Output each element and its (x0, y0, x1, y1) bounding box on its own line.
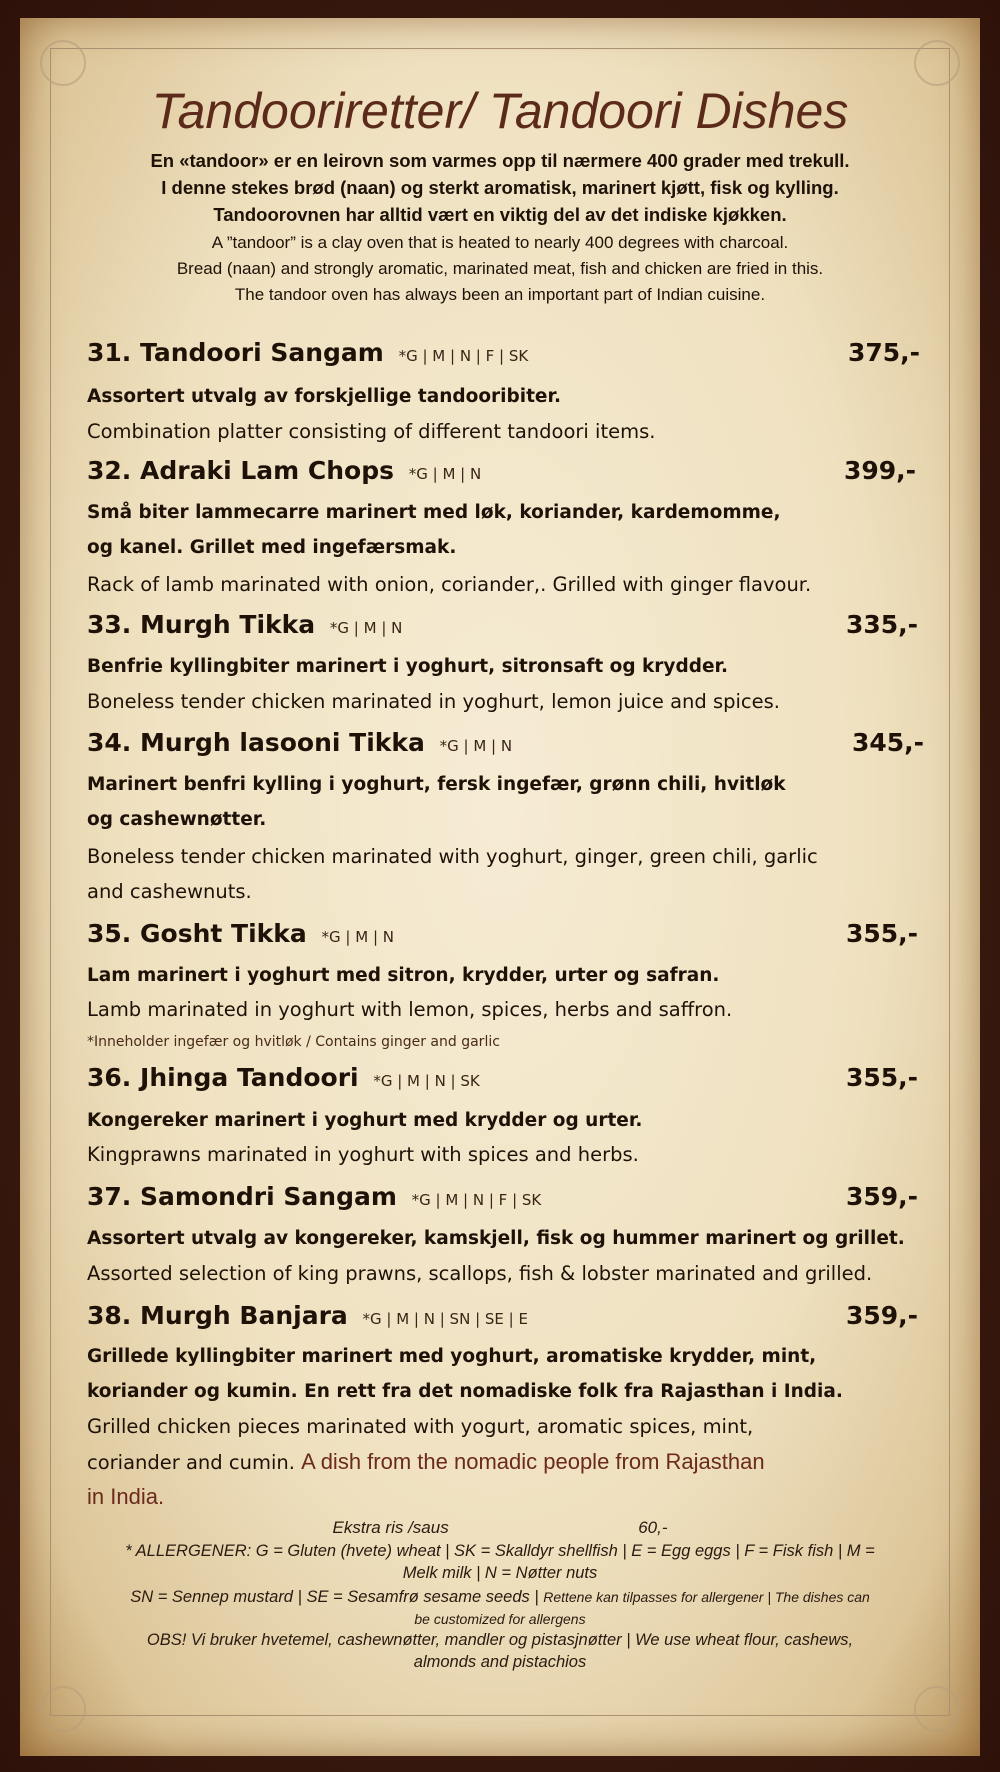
menu-item-heading (87, 1182, 541, 1211)
corner-ornament-icon (914, 40, 960, 86)
item-number: 35. (87, 919, 132, 948)
item-description-en: Grilled chicken pieces marinated with yogurt, aromatic spices, mint, (87, 1415, 754, 1438)
item-description-en: Boneless tender chicken marinated with yoghurt, ginger, green chili, garlic (87, 845, 818, 868)
item-price: 375,- (848, 338, 921, 367)
item-description-no: Lam marinert i yoghurt med sitron, krydder, urter og safran. (87, 965, 720, 986)
item-description-no: Assortert utvalg av forskjellige tandooribiter. (87, 386, 561, 407)
item-description-en: Kingprawns marinated in yoghurt with spices and herbs. (87, 1143, 639, 1166)
item-price: 345,- (852, 728, 925, 757)
item-allergens: *G | M | N (408, 465, 482, 483)
item-description-en: Rack of lamb marinated with onion, coriander,. Grilled with ginger flavour. (87, 573, 812, 596)
item-price: 359,- (846, 1182, 919, 1211)
page-title: Tandooriretter/ Tandoori Dishes (151, 83, 849, 139)
item-description-no: Marinert benfri kylling i yoghurt, fersk ingefær, grønn chili, hvitløk (87, 774, 786, 795)
item-name: Murgh lasooni Tikka (140, 728, 425, 757)
item-description-en: Assorted selection of king prawns, scallops, fish & lobster marinated and grilled. (87, 1262, 873, 1285)
item-description-no: Kongereker marinert i yoghurt med krydder og urter. (87, 1110, 643, 1131)
extra-row (70, 1517, 930, 1538)
item-description-no: og cashewnøtter. (87, 809, 267, 830)
item-description-en-extra: in India. (87, 1484, 165, 1509)
item-price: 355,- (846, 1063, 919, 1092)
item-description-en: Boneless tender chicken marinated in yoghurt, lemon juice and spices. (87, 690, 780, 713)
item-description-no: Benfrie kyllingbiter marinert i yoghurt, sitronsaft og krydder. (87, 656, 729, 677)
menu-item-heading (87, 1063, 480, 1092)
item-name: Jhinga Tandoori (140, 1063, 359, 1092)
item-allergens: *G | M | N (439, 737, 513, 755)
intro-no-line: Tandoorovnen har alltid vært en viktig del av det indiske kjøkken. (213, 204, 787, 225)
menu-item-heading (87, 456, 481, 485)
allergen-legend-line: * ALLERGENER: G = Gluten (hvete) wheat | SK = Skalldyr shellfish | E = Egg eggs | F = Fisk fish | M = (125, 1542, 875, 1560)
item-allergens: *G | M | N | F | SK (411, 1191, 542, 1209)
item-number: 37. (87, 1182, 132, 1211)
item-name: Tandoori Sangam (140, 338, 384, 367)
item-allergens: *G | M | N (329, 619, 403, 637)
customize-note: Rettene kan tilpasses for allergener | The dishes can (543, 1589, 870, 1605)
item-description-no: Assortert utvalg av kongereker, kamskjell, fisk og hummer marinert og grillet. (87, 1228, 905, 1249)
item-number: 36. (87, 1063, 132, 1092)
item-price: 355,- (846, 919, 919, 948)
item-price: 399,- (844, 456, 917, 485)
obs-note: almonds and pistachios (413, 1653, 587, 1671)
item-description-en: Lamb marinated in yoghurt with lemon, spices, herbs and saffron. (87, 998, 733, 1021)
extra-label: Ekstra ris /saus (332, 1518, 449, 1537)
menu-item-heading (87, 610, 402, 639)
item-description-no: koriander og kumin. En rett fra det nomadiske folk fra Rajasthan i India. (87, 1381, 843, 1402)
item-name: Murgh Banjara (140, 1301, 348, 1330)
intro-en-line: Bread (naan) and strongly aromatic, marinated meat, fish and chicken are fried in this. (176, 259, 824, 278)
item-number: 33. (87, 610, 132, 639)
extra-price: 60,- (638, 1518, 668, 1537)
item-price: 359,- (846, 1301, 919, 1330)
item-description-no: og kanel. Grillet med ingefærsmak. (87, 537, 457, 558)
item-description-en: Combination platter consisting of different tandoori items. (87, 420, 656, 443)
intro-no-line: I denne stekes brød (naan) og sterkt aromatisk, marinert kjøtt, fisk og kylling. (161, 177, 839, 198)
item-description-en: and cashewnuts. (87, 880, 252, 903)
item-allergens: *G | M | N | SK (373, 1072, 480, 1090)
item-description-en (87, 1449, 765, 1475)
menu-item-heading (87, 338, 528, 367)
item-name: Gosht Tikka (140, 919, 307, 948)
allergen-legend-line (70, 1587, 930, 1608)
customize-note: be customized for allergens (414, 1611, 586, 1627)
obs-note: OBS! Vi bruker hvetemel, cashewnøtter, mandler og pistasjnøtter | We use wheat flour, cashews, (146, 1631, 854, 1649)
menu-item-heading (87, 919, 394, 948)
item-number: 38. (87, 1301, 132, 1330)
corner-ornament-icon (40, 40, 86, 86)
item-description-en-part: coriander and cumin. (87, 1451, 295, 1474)
menu-item-heading (87, 1301, 528, 1330)
item-number: 32. (87, 456, 132, 485)
item-description-no: Grillede kyllingbiter marinert med yoghurt, aromatiske krydder, mint, (87, 1346, 817, 1367)
item-price: 335,- (846, 610, 919, 639)
item-note: *Inneholder ingefær og hvitløk / Contains ginger and garlic (87, 1034, 500, 1050)
item-allergens: *G | M | N | SN | SE | E (362, 1310, 528, 1328)
corner-ornament-icon (40, 1686, 86, 1732)
menu-item-heading (87, 728, 512, 757)
item-description-no: Små biter lammecarre marinert med løk, koriander, kardemomme, (87, 502, 781, 523)
item-allergens: *G | M | N | F | SK (398, 347, 529, 365)
item-number: 31. (87, 338, 132, 367)
corner-ornament-icon (914, 1686, 960, 1732)
item-description-en-extra: A dish from the nomadic people from Rajasthan (301, 1449, 765, 1474)
intro-no-line: En «tandoor» er en leirovn som varmes opp til nærmere 400 grader med trekull. (150, 150, 850, 171)
intro-en-line: The tandoor oven has always been an important part of Indian cuisine. (234, 285, 766, 304)
item-name: Adraki Lam Chops (140, 456, 395, 485)
item-allergens: *G | M | N (321, 928, 394, 946)
item-name: Samondri Sangam (140, 1182, 397, 1211)
intro-en-line: A ”tandoor” is a clay oven that is heated to nearly 400 degrees with charcoal. (211, 233, 789, 252)
allergen-legend-line: Melk milk | N = Nøtter nuts (402, 1564, 598, 1582)
item-name: Murgh Tikka (140, 610, 316, 639)
item-number: 34. (87, 728, 132, 757)
allergen-legend-part: SN = Sennep mustard | SE = Sesamfrø sesame seeds | (130, 1588, 539, 1606)
